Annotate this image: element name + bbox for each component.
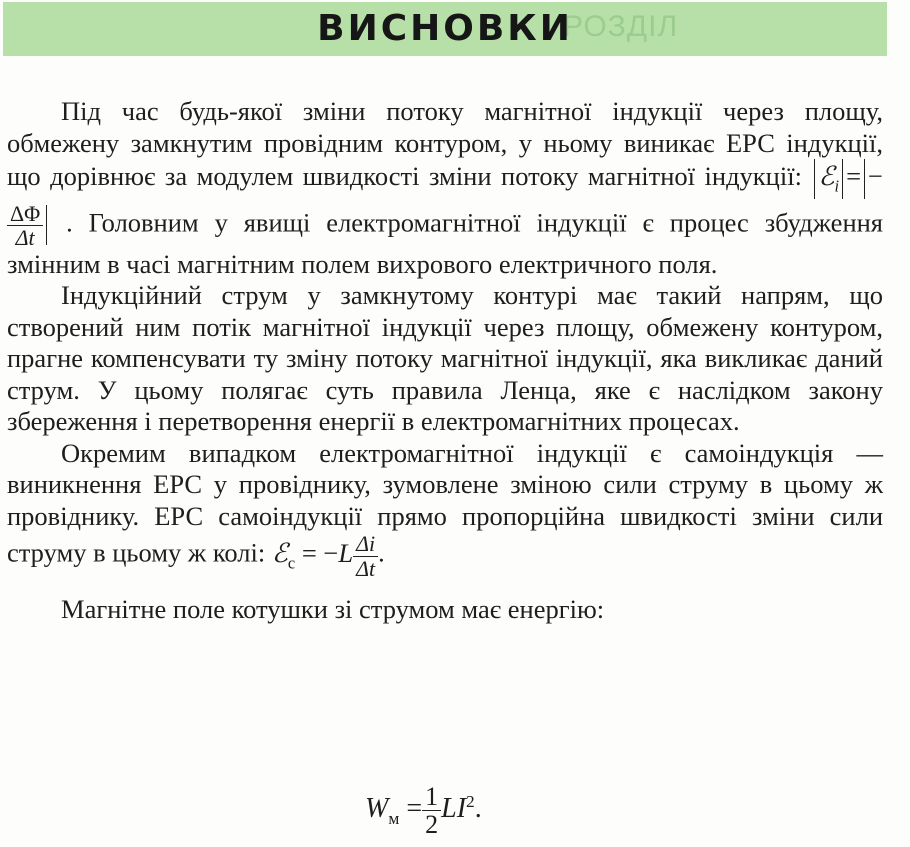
self-denominator: Δt (356, 555, 376, 581)
energy-denominator: 2 (425, 810, 439, 840)
energy-fraction (422, 783, 441, 839)
emf-numerator: ΔΦ (7, 202, 43, 226)
paragraph-1-text-before: Під час будь-якої зміни потоку магнітної індукції через площу, обмежену замкнутим провідним контуром, у ньому виникає ЕРС індукції, що дорівнює за модулем швидкості зміни потоку магнітної індукції: (7, 96, 883, 191)
paragraph-energy: Магнітне поле котушки зі струмом має енергію: (61, 593, 605, 624)
self-equals-minus: = − (301, 538, 339, 569)
paragraph-emf-induction (7, 96, 883, 280)
emf-equals: = (846, 161, 862, 191)
energy-body: LI (441, 793, 467, 825)
energy-power: 2 (466, 791, 475, 811)
emf-denominator: Δt (15, 224, 35, 250)
paragraph-3-text-after: . (378, 538, 385, 569)
paragraph-1-text-after: . Головним у явищі електромагнітної індукції є процес збудження змінним в часі магнітним полем вихрового електричного поля. (7, 207, 883, 279)
abs-bar-left (814, 159, 815, 199)
abs-bar-right-2 (46, 205, 47, 245)
formula-self-induction (271, 531, 378, 581)
energy-symbol: W (365, 793, 389, 825)
conclusions-text (7, 96, 883, 625)
paragraph-gap (7, 580, 883, 594)
emf-symbol: ℰ (818, 161, 835, 191)
abs-bar-right (842, 159, 843, 199)
paragraph-self-induction (7, 438, 883, 580)
self-numerator: Δi (353, 532, 378, 556)
self-emf-subscript: c (287, 553, 296, 573)
self-fraction (353, 532, 378, 579)
section-header-band (3, 2, 887, 56)
emf-fraction (7, 202, 43, 249)
self-coef: L (338, 538, 354, 569)
formula-magnetic-energy (365, 783, 482, 839)
paragraph-3-text-before: Окремим випадком електромагнітної індукції є самоіндукція — виникнення ЕРС у провіднику, зумовлене зміною сили струму в цьому ж провіднику. ЕРС самоіндукції прямо пропорційна швидкості зміни сили струму в цьому ж колі: (7, 437, 883, 569)
section-title: ВИСНОВКИ (317, 8, 573, 49)
abs-bar-left-2 (864, 159, 865, 199)
header-ghost-text: РОЗДІЛ (563, 10, 679, 43)
energy-numerator: 1 (422, 783, 441, 811)
paragraph-lenz-rule: Індукційний струм у замкнутому контурі має такий напрям, що створений ним потік магнітної індукції через площу, обмежену контуром, прагне компенсувати ту зміну потоку магнітної індукції, яка викликає даний струм. У цьому полягає суть правила Ленца, яке є наслідком закону збереження і перетворення енергії в електромагнітних процесах. (7, 280, 883, 437)
self-emf-symbol: ℰ (271, 538, 288, 569)
energy-subscript: м (388, 808, 400, 828)
emf-subscript: i (834, 176, 840, 196)
energy-end: . (474, 793, 482, 825)
energy-equals: = (406, 793, 423, 825)
emf-sign: − (868, 161, 883, 191)
